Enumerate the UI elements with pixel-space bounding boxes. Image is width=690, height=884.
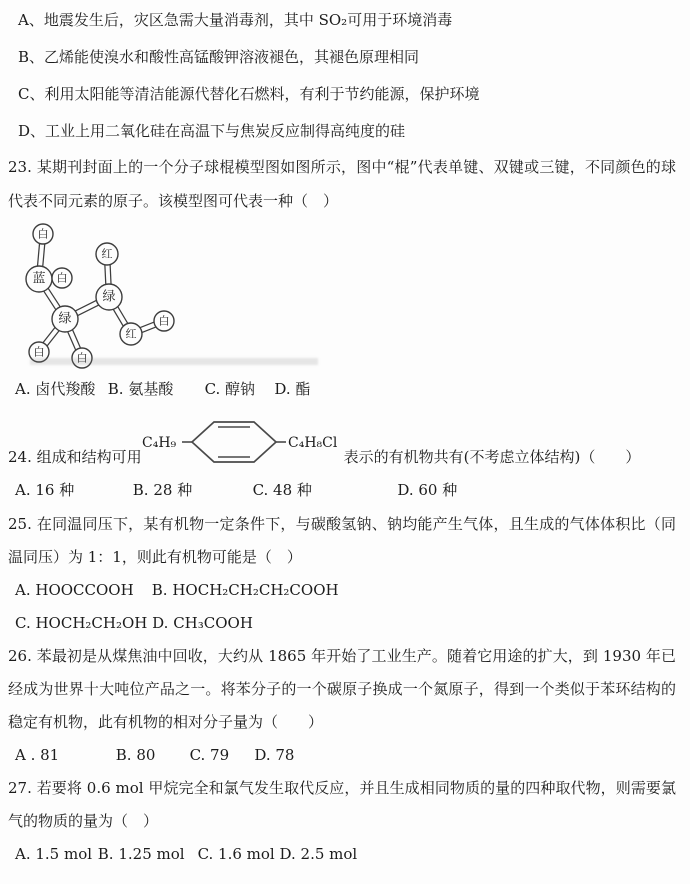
- q27-option-d: D. 2.5 mol: [279, 845, 358, 863]
- question-24-stem: [8, 406, 676, 472]
- question-23-options: [8, 372, 676, 406]
- formula-right-group: C₄H₈Cl: [287, 435, 337, 451]
- prev-question-option-a: A、地震发生后，灾区急需大量消毒剂，其中 SO₂可用于环境消毒: [18, 11, 453, 29]
- scan-artifact: [30, 358, 318, 365]
- question-25-options-row2: [8, 607, 676, 640]
- prev-question-option-c: C、利用太阳能等清洁能源代替化石燃料，有利于节约能源，保护环境: [18, 85, 480, 103]
- q24-stem-prefix: 24. 组成和结构可用: [8, 448, 142, 466]
- atom-label: 白: [33, 345, 45, 359]
- benzene-ring: [192, 422, 276, 462]
- atom-label: 白: [158, 314, 170, 328]
- q24-option-b: B. 28 种: [132, 481, 193, 499]
- q23-option-a: A. 卤代羧酸: [15, 380, 96, 398]
- q23-option-c: C. 醇钠: [204, 380, 256, 398]
- atom-label: 白: [37, 227, 49, 241]
- q23-option-b: B. 氨基酸: [107, 380, 174, 398]
- q24-option-a: A. 16 种: [15, 481, 75, 499]
- q27-option-a: A. 1.5 mol: [15, 845, 93, 863]
- atom-label: 绿: [58, 311, 72, 327]
- q25-option-c: C. HOCH₂CH₂OH: [15, 614, 148, 632]
- q25-option-b: B. HOCH₂CH₂CH₂COOH: [151, 581, 339, 599]
- question-25-options-row1: [8, 574, 676, 607]
- question-27-options: [8, 838, 676, 871]
- benzene-structure-diagram: [142, 412, 342, 472]
- q26-option-c: C. 79: [189, 746, 230, 764]
- q27-option-b: B. 1.25 mol: [97, 845, 185, 863]
- q26-option-d: D. 78: [254, 746, 295, 764]
- question-25-stem: 25. 在同温同压下，某有机物一定条件下，与碳酸氢钠、钠均能产生气体，且生成的气体体积比（同温同压）为 1：1，则此有机物可能是（ ）: [8, 515, 676, 566]
- prev-question-option-d: D、工业上用二氧化硅在高温下与焦炭反应制得高纯度的硅: [18, 122, 406, 140]
- question-24-options: [8, 472, 676, 508]
- question-23-stem: 23. 某期刊封面上的一个分子球棍模型图如图所示，图中“棍”代表单键、双键或三键，不同颜色的球代表不同元素的原子。该模型图可代表一种（ ）: [8, 158, 676, 210]
- q24-answer-bracket: （ ）: [580, 448, 641, 466]
- atom-label: 白: [76, 351, 88, 365]
- question-26-options: [8, 739, 676, 772]
- q25-option-d: D. CH₃COOH: [152, 614, 253, 632]
- formula-left-group: C₄H₉: [141, 435, 176, 451]
- molecule-ball-stick-diagram: [20, 222, 180, 372]
- atom-label: 绿: [102, 289, 116, 305]
- atom-label: 红: [125, 327, 137, 341]
- atom-label: 蓝: [32, 271, 46, 287]
- q23-option-d: D. 酯: [274, 380, 311, 398]
- atom-label: 红: [101, 247, 113, 261]
- atom-label: 白: [56, 271, 68, 285]
- question-27-stem: 27. 若要将 0.6 mol 甲烷完全和氯气发生取代反应，并且生成相同物质的量的四种取代物，则需要氯气的物质的量为（ ）: [8, 779, 676, 830]
- q24-option-d: D. 60 种: [397, 481, 458, 499]
- question-26-stem: 26. 苯最初是从煤焦油中回收，大约从 1865 年开始了工业生产。随着它用途的扩大，到 1930 年已经成为世界十大吨位产品之一。将苯分子的一个碳原子换成一个氮原子，得到一个类似于苯环结构的稳定有机物，此有机物的相对分子量为（ ）: [8, 647, 676, 731]
- q27-option-c: C. 1.6 mol: [197, 845, 275, 863]
- q24-stem-suffix: 表示的有机物共有(不考虑立体结构): [343, 448, 581, 466]
- q26-option-a: A . 81: [15, 746, 60, 764]
- prev-question-option-b: B、乙烯能使溴水和酸性高锰酸钾溶液褪色，其褪色原理相同: [18, 48, 420, 66]
- q24-option-c: C. 48 种: [252, 481, 312, 499]
- q26-option-b: B. 80: [115, 746, 156, 764]
- q25-option-a: A. HOOCCOOH: [15, 581, 134, 599]
